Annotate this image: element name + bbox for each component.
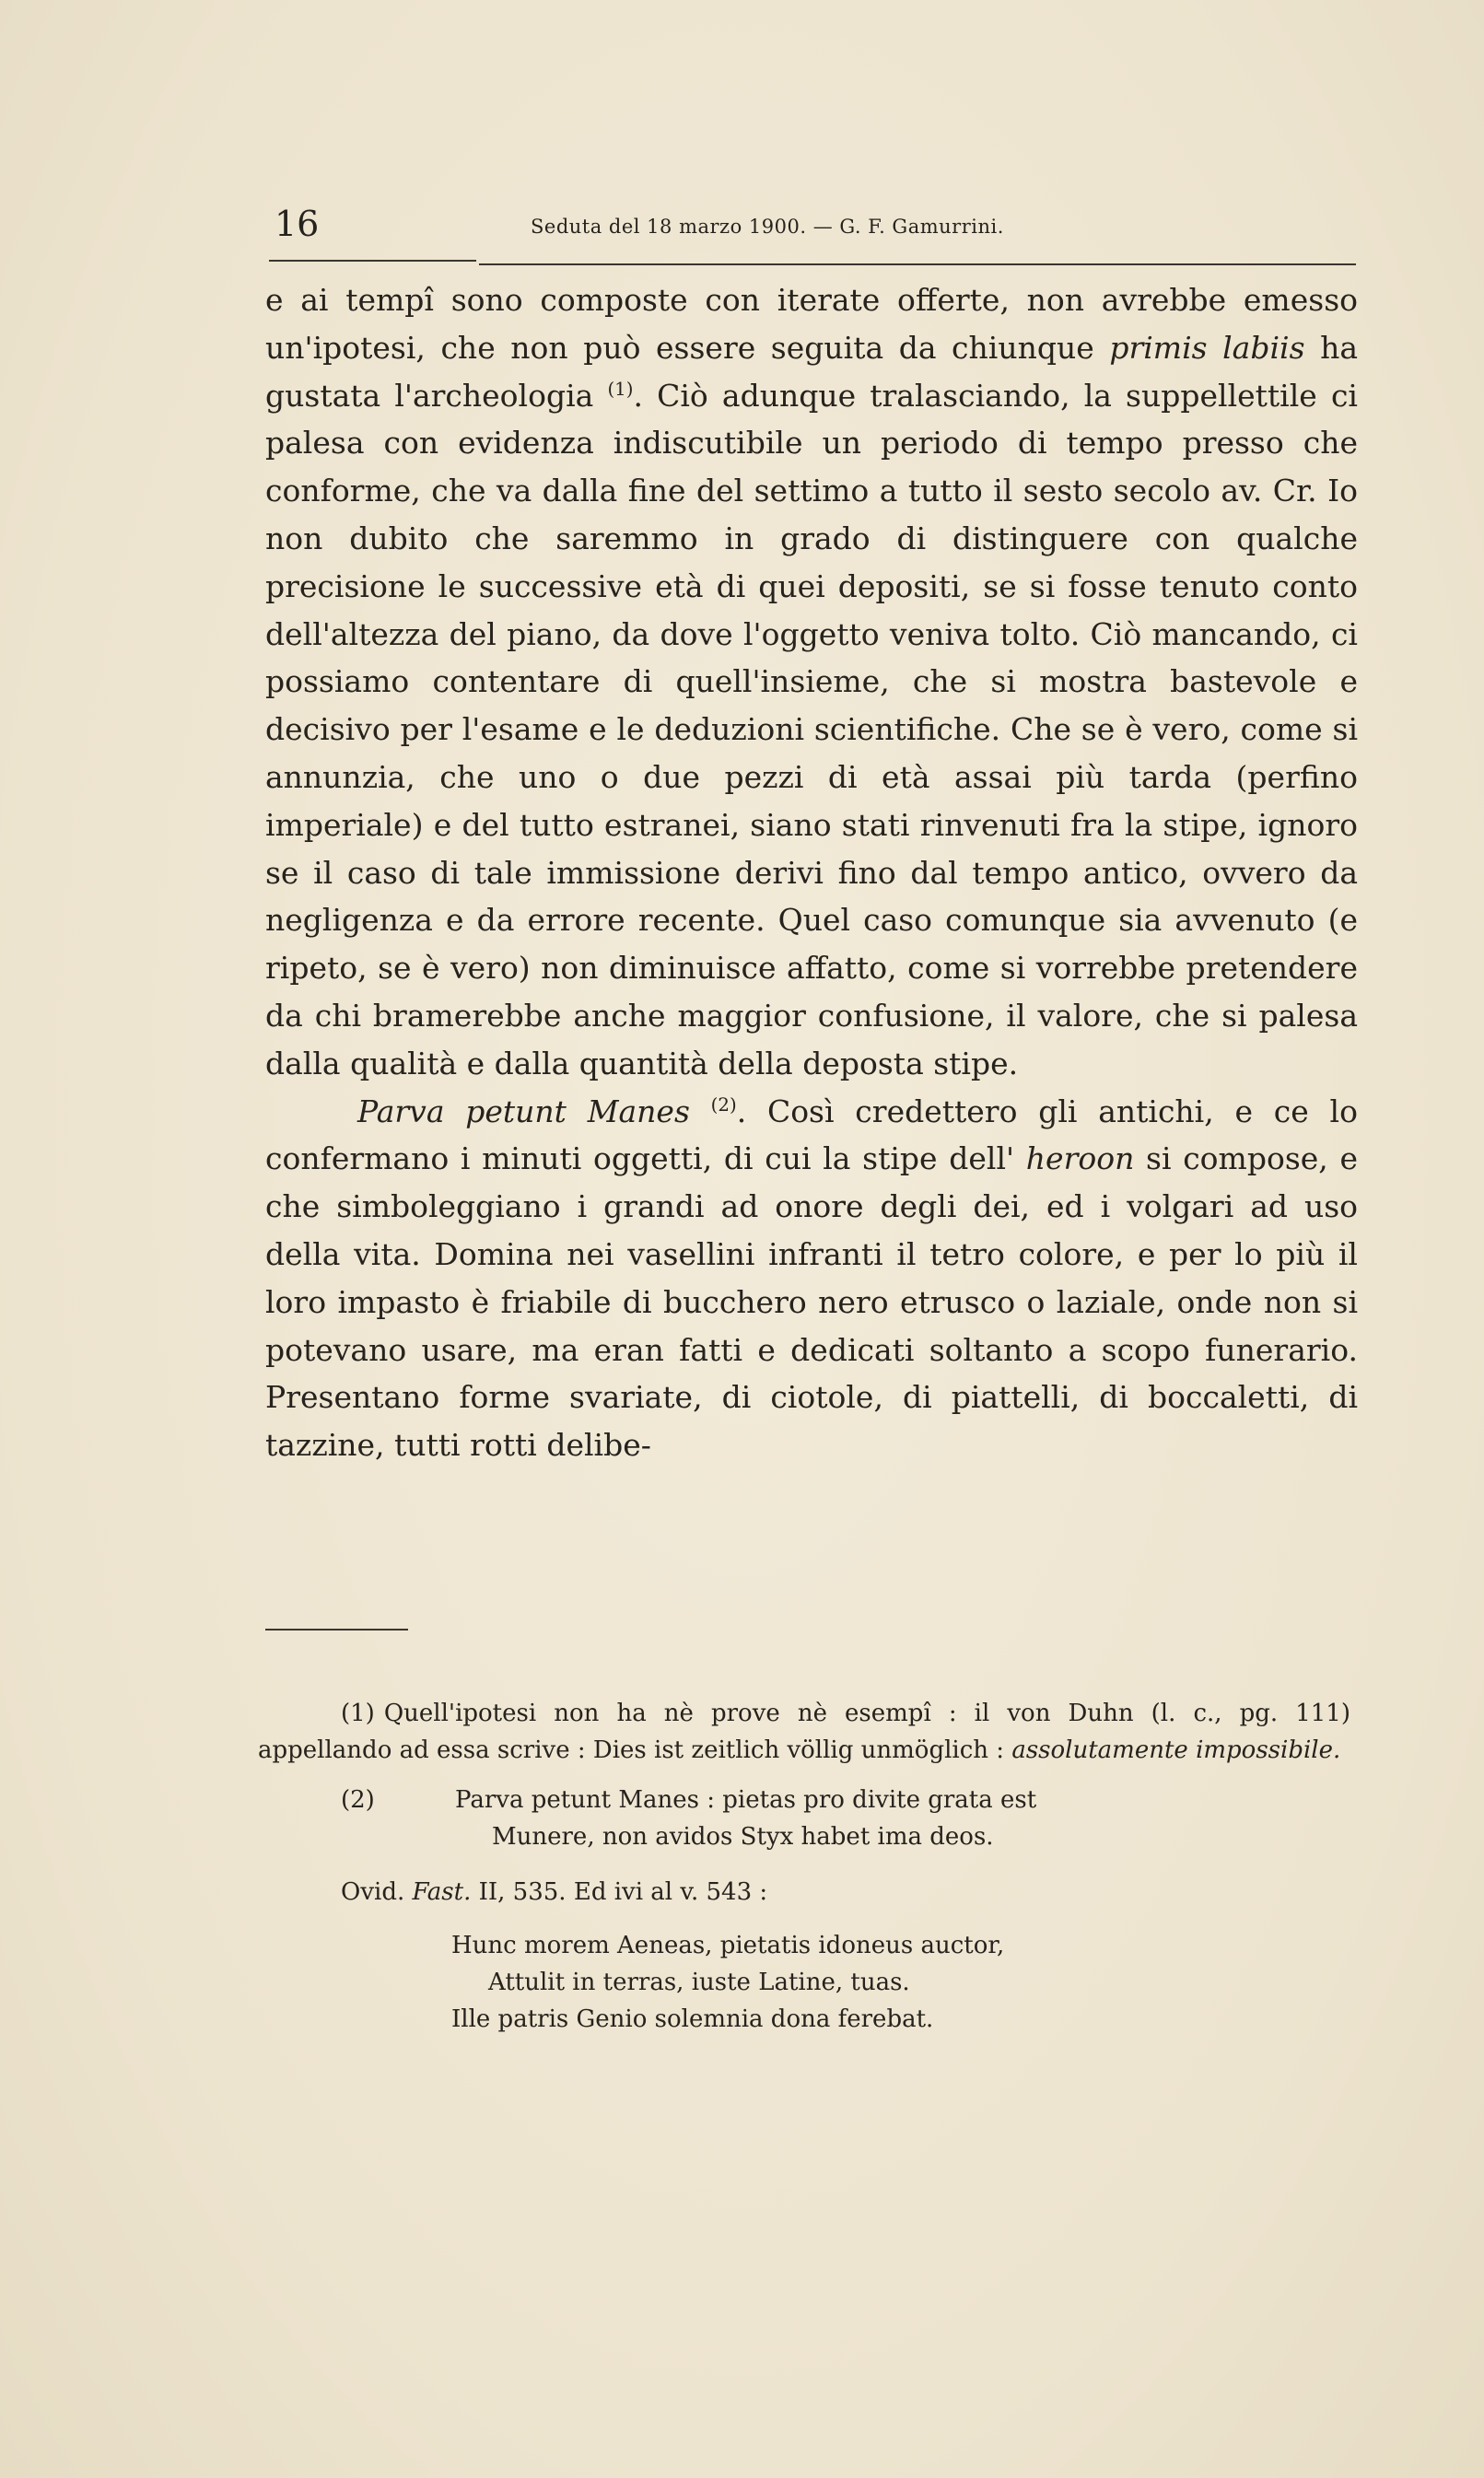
footnote-2-verse-3: Hunc morem Aeneas, pietatis idoneus auctor, xyxy=(451,1932,1005,1959)
footnote-1 xyxy=(258,1695,1350,1769)
italic-word-heroon: heroon xyxy=(1025,1140,1135,1177)
italic-phrase-primis-labiis: primis labiis xyxy=(1109,329,1305,366)
footnote-rule xyxy=(265,1629,408,1631)
footnote-2-verse-4: Attulit in terras, iuste Latine, tuas. xyxy=(488,1969,910,1996)
paragraph-1-text-a: e ai tempî sono composte con iterate offerte, non avrebbe emesso un'ipotesi, che non può essere seguita da chiunque xyxy=(265,282,1358,366)
italic-phrase-parva-petunt-manes: Parva petunt Manes xyxy=(357,1093,690,1129)
footnote-1-marker: (1) xyxy=(341,1700,375,1727)
header-rule-right xyxy=(479,263,1356,265)
footnote-1-italic: assolutamente impossibile. xyxy=(1011,1736,1341,1764)
paragraph-2 xyxy=(265,1088,1358,1469)
footnote-2-verse-5: Ille patris Genio solemnia dona ferebat. xyxy=(451,2005,934,2033)
header-rule-left xyxy=(269,260,476,262)
paragraph-2-space xyxy=(690,1093,711,1129)
footnote-ref-1[interactable]: (1) xyxy=(607,378,634,400)
footnote-ref-2[interactable]: (2) xyxy=(710,1093,737,1116)
footnote-1-text: Quell'ipotesi non ha nè prove nè esempî : il von Duhn (l. c., pg. 111) appellando ad essa scrive : Dies ist zeitlich völlig unmöglich : xyxy=(258,1700,1350,1764)
footnote-2 xyxy=(258,1782,1350,2038)
paragraph-1-text-c: . Ciò adunque tralasciando, la suppellettile ci palesa con evidenza indiscutibile un periodo di tempo presso che conforme, che va dalla fine del settimo a tutto il sesto secolo av. Cr. Io non dubito che saremmo in grado di distinguere con qualche precisione le successive età di quei depositi, se si fosse tenuto conto dell'altezza del piano, da dove l'oggetto veniva tolto. Ciò mancando, ci possiamo contentare di quell'insieme, che si mostra bastevole e decisivo per l'esame e le deduzioni scientifiche. Che se è vero, come si annunzia, che uno o due pezzi di età assai più tarda (perfino imperiale) e del tutto estranei, siano stati rinvenuti fra la stipe, ignoro se il caso di tale immissione derivi fino dal tempo antico, ovvero da negligenza e da errore recente. Quel caso comunque sia avvenuto (e ripeto, se è vero) non diminuisce affatto, come si vorrebbe pretendere da chi bramerebbe anche maggior confusione, il valore, che si palesa dalla qualità e dalla quantità della deposta stipe. xyxy=(265,377,1358,1081)
running-head xyxy=(269,203,1356,249)
footnote-2-citation xyxy=(341,1874,1350,1911)
footnotes xyxy=(258,1695,1350,2038)
page-number: 16 xyxy=(275,204,320,244)
paragraph-1-text-b: ha gustata l'archeologia xyxy=(265,329,1359,414)
paragraph-1 xyxy=(265,276,1358,1088)
paragraph-2-text-b: . Così credettero gli antichi, e ce lo confermano i minuti oggetti, di cui la stipe dell' xyxy=(265,1093,1358,1177)
footnote-2-quote-block xyxy=(258,1927,1350,2038)
citation-location: II, 535. Ed ivi al v. 543 : xyxy=(471,1878,768,1906)
footnote-2-marker: (2) xyxy=(341,1786,375,1814)
body-text xyxy=(265,276,1358,1469)
footnote-2-verse-2: Munere, non avidos Styx habet ima deos. xyxy=(492,1823,994,1851)
running-title: Seduta del 18 marzo 1900. — G. F. Gamurrini. xyxy=(531,216,1004,238)
citation-work: Fast. xyxy=(412,1878,472,1906)
footnote-2-verse-1: Parva petunt Manes : pietas pro divite grata est xyxy=(455,1786,1037,1814)
paragraph-2-text-c: si compose, e che simboleggiano i grandi ad onore degli dei, ed i volgari ad uso della vita. Domina nei vasellini infranti il tetro colore, e per lo più il loro impasto è friabile di bucchero nero etrusco o laziale, onde non si potevano usare, ma eran fatti e dedicati soltanto a scopo funerario. Presentano forme svariate, di ciotole, di piattelli, di boccaletti, di tazzine, tutti rotti delibe- xyxy=(265,1140,1358,1464)
citation-author: Ovid. xyxy=(341,1878,413,1906)
